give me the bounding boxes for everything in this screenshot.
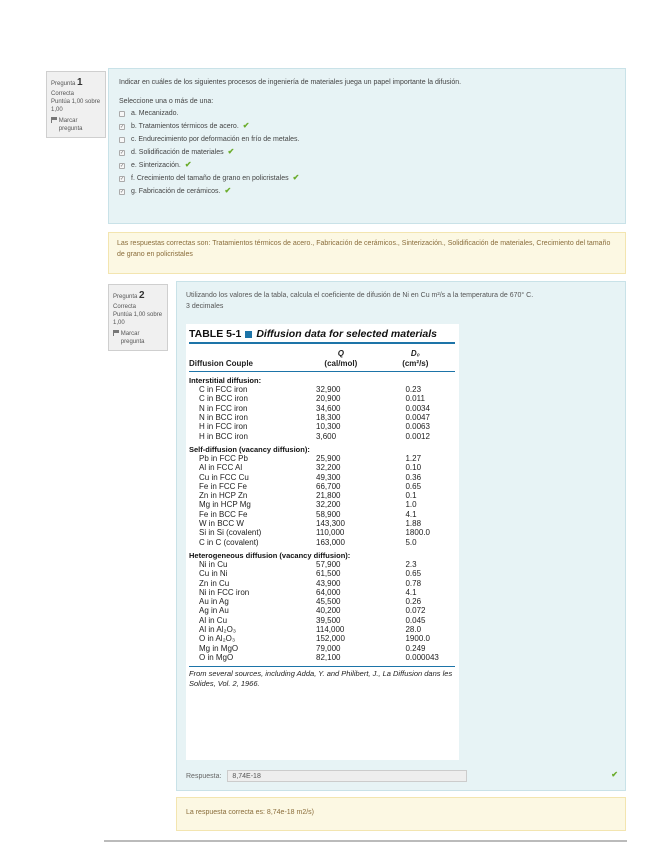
table-cell: 1.27 [405, 453, 422, 463]
table-cell: 0.1 [405, 491, 417, 501]
flag-label: Marcar pregunta [120, 330, 145, 345]
option-item[interactable] [119, 159, 615, 172]
table-cell: 1900.0 [405, 634, 430, 644]
table-cell: 45,500 [316, 597, 341, 607]
table-cell: Pb in FCC Pb [199, 453, 248, 463]
question-score: Puntúa 1,00 sobre 1,00 [113, 311, 163, 326]
table-row [189, 432, 455, 441]
table-cell: Zn in Cu [199, 578, 230, 588]
table-cell: 0.23 [405, 385, 422, 395]
table-cell: 66,700 [316, 481, 341, 491]
answer-row [186, 770, 618, 782]
check-icon: ✔ [242, 121, 250, 131]
question-prompt: Indicar en cuáles de los siguientes procesos de ingeniería de materiales juega un papel importante la difusión. [119, 79, 462, 86]
header-q-unit: (cal/mol) [324, 358, 358, 368]
option-label: g. Fabricación de cerámicos. [131, 188, 221, 196]
table-row [189, 528, 455, 537]
table-cell: 114,000 [316, 625, 345, 635]
check-icon: ✔ [184, 160, 192, 170]
check-icon: ✔ [611, 770, 618, 779]
table-row [189, 625, 455, 634]
table-cell: Au in Ag [199, 597, 229, 607]
table-cell: 82,100 [316, 652, 341, 662]
table-row [189, 588, 455, 597]
table-cell: 0.249 [405, 643, 426, 653]
question-number: 1 [77, 77, 83, 88]
table-row [189, 473, 455, 482]
header-couple: Diffusion Couple [189, 359, 253, 369]
option-label: d. Solidificación de materiales [131, 149, 224, 157]
table-cell: 0.36 [405, 472, 422, 482]
table-row [189, 454, 455, 463]
table-row [189, 569, 455, 578]
table-cell: Al in FCC Al [199, 463, 243, 473]
table-cell: 0.011 [405, 394, 425, 404]
header-d0 [376, 349, 455, 368]
checkbox[interactable]: ✓ [120, 188, 125, 195]
table-number: TABLE 5-1 [189, 328, 242, 340]
header-d0-unit: (cm²/s) [402, 358, 429, 368]
table-body [189, 376, 455, 662]
table-cell: Ni in Cu [199, 559, 228, 569]
diffusion-table-image [186, 324, 459, 760]
question-number: 2 [139, 290, 145, 301]
table-cell: Ag in Au [199, 606, 229, 616]
square-icon [245, 331, 252, 338]
option-label: a. Mecanizado. [131, 110, 179, 118]
table-section-heading: Self-diffusion (vacancy diffusion): [189, 444, 310, 454]
option-item[interactable] [119, 120, 615, 133]
question-score: Puntúa 1,00 sobre 1,00 [51, 98, 101, 113]
option-label: f. Crecimiento del tamaño de grano en policristales [131, 175, 289, 183]
check-icon: ✔ [292, 173, 300, 183]
table-cell: 152,000 [316, 634, 345, 644]
question-2-feedback: La respuesta correcta es: 8,74e-18 m2/s) [176, 797, 626, 831]
table-cell: Zn in HCP Zn [199, 491, 248, 501]
check-icon: ✔ [224, 186, 232, 196]
table-cell: 58,900 [316, 509, 341, 519]
question-1-content [108, 68, 626, 224]
options-list [119, 107, 615, 198]
table-cell: 25,900 [316, 453, 341, 463]
divider [104, 840, 627, 842]
question-status: Correcta [51, 90, 75, 97]
header-q-symbol: Q [337, 349, 344, 358]
table-cell: 28.0 [405, 625, 422, 635]
table-cell: Ni in FCC iron [199, 587, 250, 597]
option-label: b. Tratamientos térmicos de acero. [131, 123, 239, 131]
table-cell: 4.1 [405, 509, 417, 519]
table-cell: 61,500 [316, 569, 341, 579]
table-cell: 34,600 [316, 403, 341, 413]
table-cell: 0.0012 [405, 431, 430, 441]
option-item[interactable] [119, 133, 615, 146]
table-cell: 1.88 [405, 519, 422, 529]
table-row [189, 653, 455, 662]
table-cell: O in Al₂O₃ [199, 634, 236, 644]
table-cell: 39,500 [316, 615, 341, 625]
flag-question-link[interactable] [113, 330, 163, 346]
table-section-heading: Heterogeneous diffusion (vacancy diffusion): [189, 550, 351, 560]
table-cell: 110,000 [316, 528, 345, 538]
table-cell: 10,300 [316, 422, 341, 432]
option-item[interactable] [119, 107, 615, 120]
table-cell: 79,000 [316, 643, 341, 653]
table-cell: 32,200 [316, 463, 341, 473]
decimals-note: 3 decimales [186, 303, 224, 311]
table-cell: 57,900 [316, 559, 341, 569]
table-cell: 0.000043 [405, 652, 439, 662]
table-row [189, 634, 455, 643]
table-title [189, 328, 455, 344]
table-row [189, 500, 455, 509]
question-1-feedback: Las respuestas correctas son: Tratamientos térmicos de acero., Fabricación de cerámicos., Sinterización., Solidificación de materiales, Crecimiento del tamaño de grano en policristales [108, 232, 626, 274]
answer-label: Respuesta: [186, 772, 222, 780]
table-cell: O in MgO [199, 652, 234, 662]
table-header [189, 346, 455, 372]
header-q [306, 349, 375, 368]
question-1-info [46, 71, 106, 138]
table-section-heading: Interstitial diffusion: [189, 376, 262, 386]
option-label: e. Sinterización. [131, 162, 181, 170]
table-cell: 0.78 [405, 578, 422, 588]
table-cell: 0.10 [405, 463, 422, 473]
checkbox[interactable]: ✓ [120, 162, 125, 169]
option-item[interactable] [119, 172, 615, 185]
table-cell: Al in Al₂O₃ [199, 625, 237, 635]
table-cell: Fe in FCC Fe [199, 481, 248, 491]
table-caption: Diffusion data for selected materials [256, 328, 438, 340]
table-cell: 0.65 [405, 481, 422, 491]
option-item[interactable] [119, 185, 615, 198]
table-row [189, 606, 455, 615]
answer-input[interactable]: 8,74E-18 [227, 770, 467, 782]
table-cell: N in FCC iron [199, 403, 248, 413]
table-cell: 32,200 [316, 500, 341, 510]
table-cell: 64,000 [316, 587, 341, 597]
option-label: c. Endurecimiento por deformación en frío de metales. [131, 136, 300, 144]
table-cell: 0.26 [405, 597, 422, 607]
table-cell: 40,200 [316, 606, 341, 616]
table-row [189, 491, 455, 500]
prompt-text: Utilizando los valores de la tabla, calcula el coeficiente de difusión de Ni en Cu m²/s a la temperatura de 670° C. [186, 292, 534, 299]
header-d0-symbol: D₀ [410, 349, 420, 358]
table-row [189, 510, 455, 519]
table-cell: C in C (covalent) [199, 537, 259, 547]
table-cell: 0.072 [405, 606, 426, 616]
table-cell: 163,000 [316, 537, 345, 547]
table-cell: Al in Cu [199, 615, 228, 625]
checkbox[interactable]: ✓ [120, 123, 125, 130]
table-row [189, 413, 455, 422]
table-cell: 3,600 [316, 431, 337, 441]
table-cell: 18,300 [316, 413, 341, 423]
table-row [189, 560, 455, 569]
table-cell: C in FCC iron [199, 385, 248, 395]
question-label: Pregunta [113, 294, 138, 300]
checkbox[interactable]: ✓ [120, 175, 125, 182]
table-cell: Fe in BCC Fe [199, 509, 248, 519]
check-icon: ✔ [227, 147, 235, 157]
table-cell: 0.0063 [405, 422, 430, 432]
flag-label: Marcar pregunta [58, 117, 83, 132]
flag-icon [113, 330, 119, 336]
table-cell: 21,800 [316, 491, 341, 501]
table-cell: 0.0034 [405, 403, 430, 413]
table-row [189, 422, 455, 431]
table-cell: 2.3 [405, 559, 417, 569]
table-cell: Si in Si (covalent) [199, 528, 262, 538]
table-cell: 0.65 [405, 569, 422, 579]
table-source-note: From several sources, including Adda, Y. and Philibert, J., La Diffusion dans les Solides, Vol. 2, 1966. [189, 666, 455, 689]
table-row [189, 519, 455, 528]
table-row [189, 482, 455, 491]
table-cell: 43,900 [316, 578, 341, 588]
question-prompt [186, 290, 616, 312]
table-cell: 20,900 [316, 394, 341, 404]
table-row [189, 463, 455, 472]
table-row [189, 538, 455, 547]
table-cell: N in BCC iron [199, 413, 248, 423]
table-row [189, 385, 455, 394]
question-label: Pregunta [51, 81, 76, 87]
table-cell: 49,300 [316, 472, 341, 482]
table-cell: 0.0047 [405, 413, 430, 423]
table-cell: 4.1 [405, 587, 417, 597]
table-row [189, 579, 455, 588]
table-cell: 5.0 [405, 537, 417, 547]
table-cell: Cu in FCC Cu [199, 472, 249, 482]
option-item[interactable] [119, 146, 615, 159]
table-cell: W in BCC W [199, 519, 244, 529]
table-cell: C in BCC iron [199, 394, 248, 404]
table-row [189, 597, 455, 606]
question-2-info [108, 284, 168, 351]
table-cell: H in BCC iron [199, 431, 248, 441]
table-cell: Mg in MgO [199, 643, 239, 653]
table-cell: 32,900 [316, 385, 341, 395]
table-row [189, 644, 455, 653]
flag-question-link[interactable] [51, 117, 101, 133]
table-cell: 143,300 [316, 519, 345, 529]
table-cell: 1.0 [405, 500, 417, 510]
table-cell: H in FCC iron [199, 422, 248, 432]
table-cell: 1800.0 [405, 528, 430, 538]
question-instruction: Seleccione una o más de una: [119, 98, 214, 106]
table-row [189, 394, 455, 403]
checkbox[interactable]: ✓ [120, 149, 125, 156]
flag-icon [51, 117, 57, 123]
table-cell: 0.045 [405, 615, 426, 625]
checkbox[interactable] [119, 137, 125, 143]
table-row [189, 404, 455, 413]
checkbox[interactable] [119, 111, 125, 117]
question-status: Correcta [113, 303, 137, 310]
table-cell: Cu in Ni [199, 569, 228, 579]
table-row [189, 616, 455, 625]
table-cell: Mg in HCP Mg [199, 500, 251, 510]
question-2-content [176, 281, 626, 791]
